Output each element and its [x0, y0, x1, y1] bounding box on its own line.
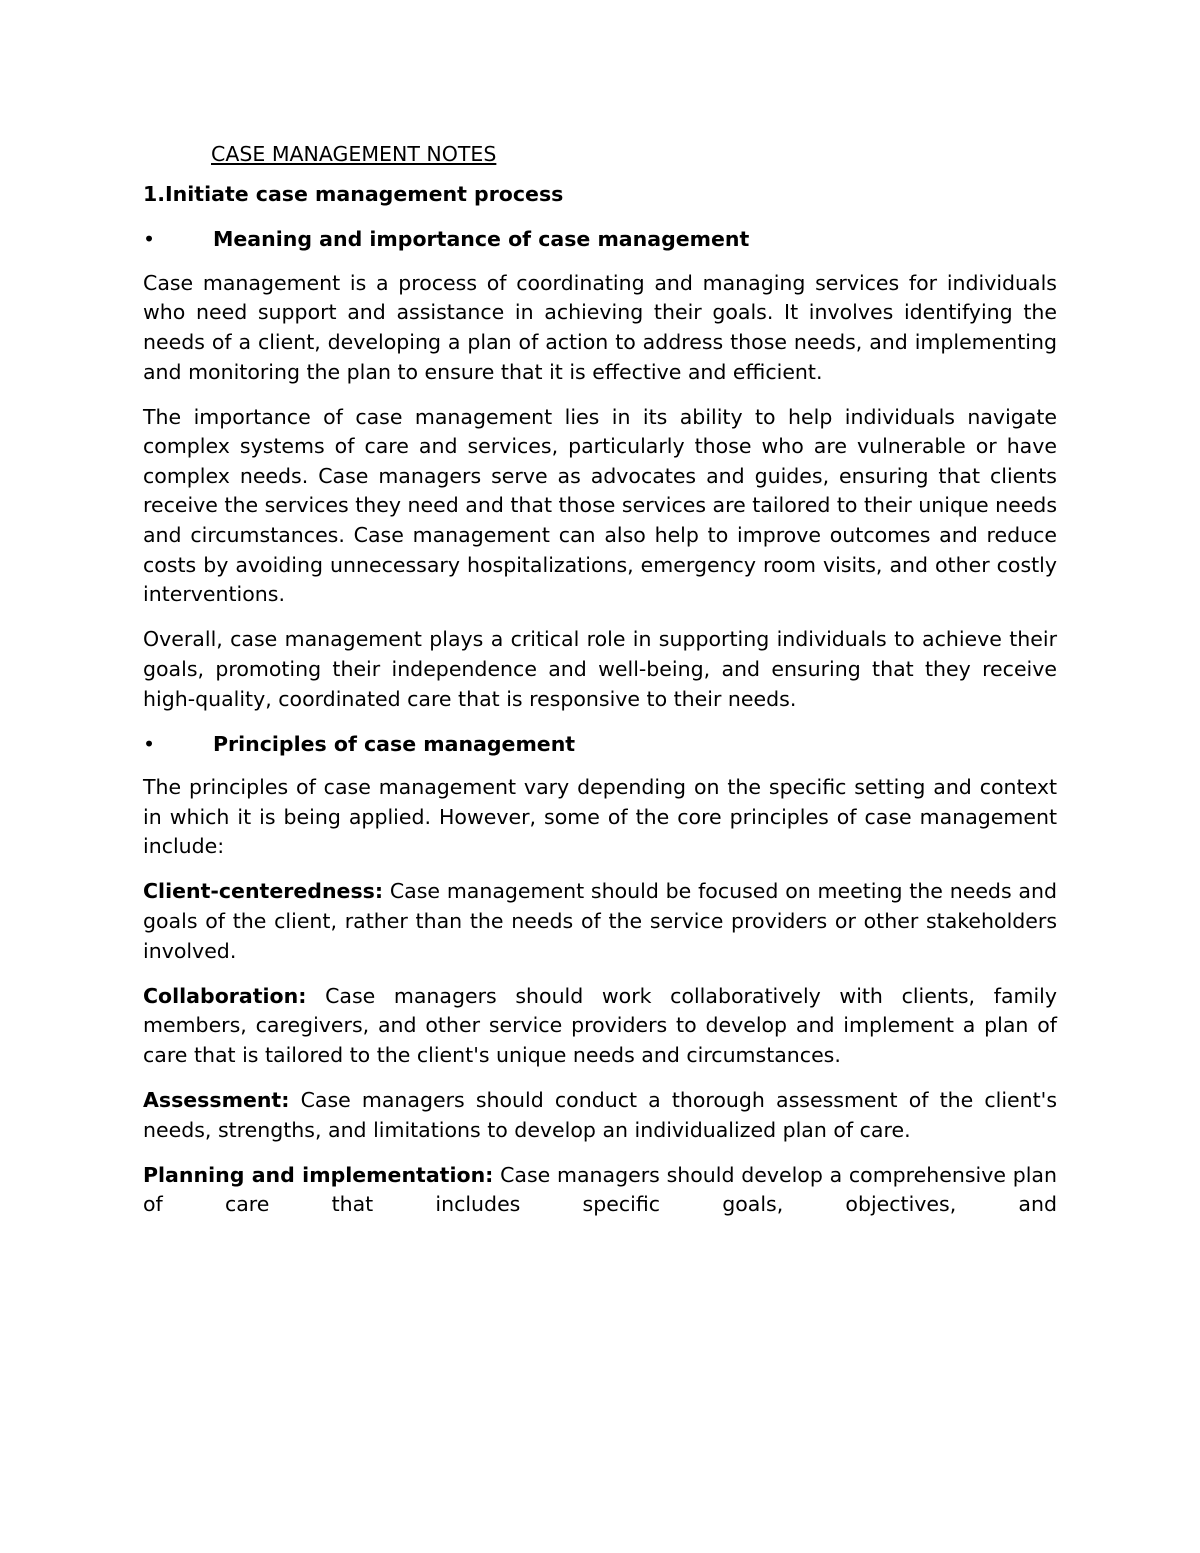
paragraph: Overall, case management plays a critical role in supporting individuals to achieve their goals, promoting their independence and well-being, and ensuring that they receive high-quality, coordinated care that is responsive to their needs.	[143, 627, 1057, 711]
bullet-heading	[143, 730, 1057, 760]
bullet-heading-text: Principles of case management	[213, 731, 576, 756]
principle-term: Client-centeredness:	[143, 879, 384, 904]
bullet-icon: •	[143, 227, 156, 252]
bullet-heading-text: Meaning and importance of case management	[213, 227, 750, 252]
principle-term: Assessment:	[143, 1088, 290, 1113]
principle-term: Collaboration:	[143, 983, 307, 1008]
paragraph: Case management is a process of coordinating and managing services for individuals who need support and assistance in achieving their goals. It involves identifying the needs of a client, developing a plan of action to address those needs, and implementing and monitoring the plan to ensure that it is effective and efficient.	[143, 270, 1057, 384]
principle-term: Planning and implementation:	[143, 1162, 494, 1187]
principle-text: Case managers should work collaboratively with clients, family members, caregivers, and other service providers to develop and implement a plan of care that is tailored to the client's unique needs and circumstances.	[143, 983, 1057, 1067]
principle-paragraph	[143, 982, 1057, 1071]
document-title: CASE MANAGEMENT NOTES	[211, 142, 497, 166]
bullet-heading	[143, 225, 1057, 255]
principle-text: Case managers should develop a comprehensive plan of care that includes specific goals, objectives, and	[143, 1162, 1057, 1217]
principle-paragraph	[143, 877, 1057, 966]
principle-paragraph	[143, 1086, 1057, 1145]
paragraph: The importance of case management lies in its ability to help individuals navigate complex systems of care and services, particularly those who are vulnerable or have complex needs. Case managers serve as advocates and guides, ensuring that clients receive the services they need and that those services are tailored to their unique needs and circumstances. Case management can also help to improve outcomes and reduce costs by avoiding unnecessary hospitalizations, emergency room visits, and other costly interventions.	[143, 404, 1057, 607]
paragraph: The principles of case management vary depending on the specific setting and context in which it is being applied. However, some of the core principles of case management include:	[143, 775, 1057, 859]
section-heading: 1.Initiate case management process	[143, 181, 564, 206]
bullet-icon: •	[143, 731, 156, 756]
principle-paragraph	[143, 1161, 1057, 1220]
document-page	[143, 140, 1057, 1235]
principle-text: Case managers should conduct a thorough assessment of the client's needs, strengths, and limitations to develop an individualized plan of care.	[143, 1088, 1057, 1142]
principle-text: Case management should be focused on meeting the needs and goals of the client, rather than the needs of the service providers or other stakeholders involved.	[143, 879, 1057, 963]
